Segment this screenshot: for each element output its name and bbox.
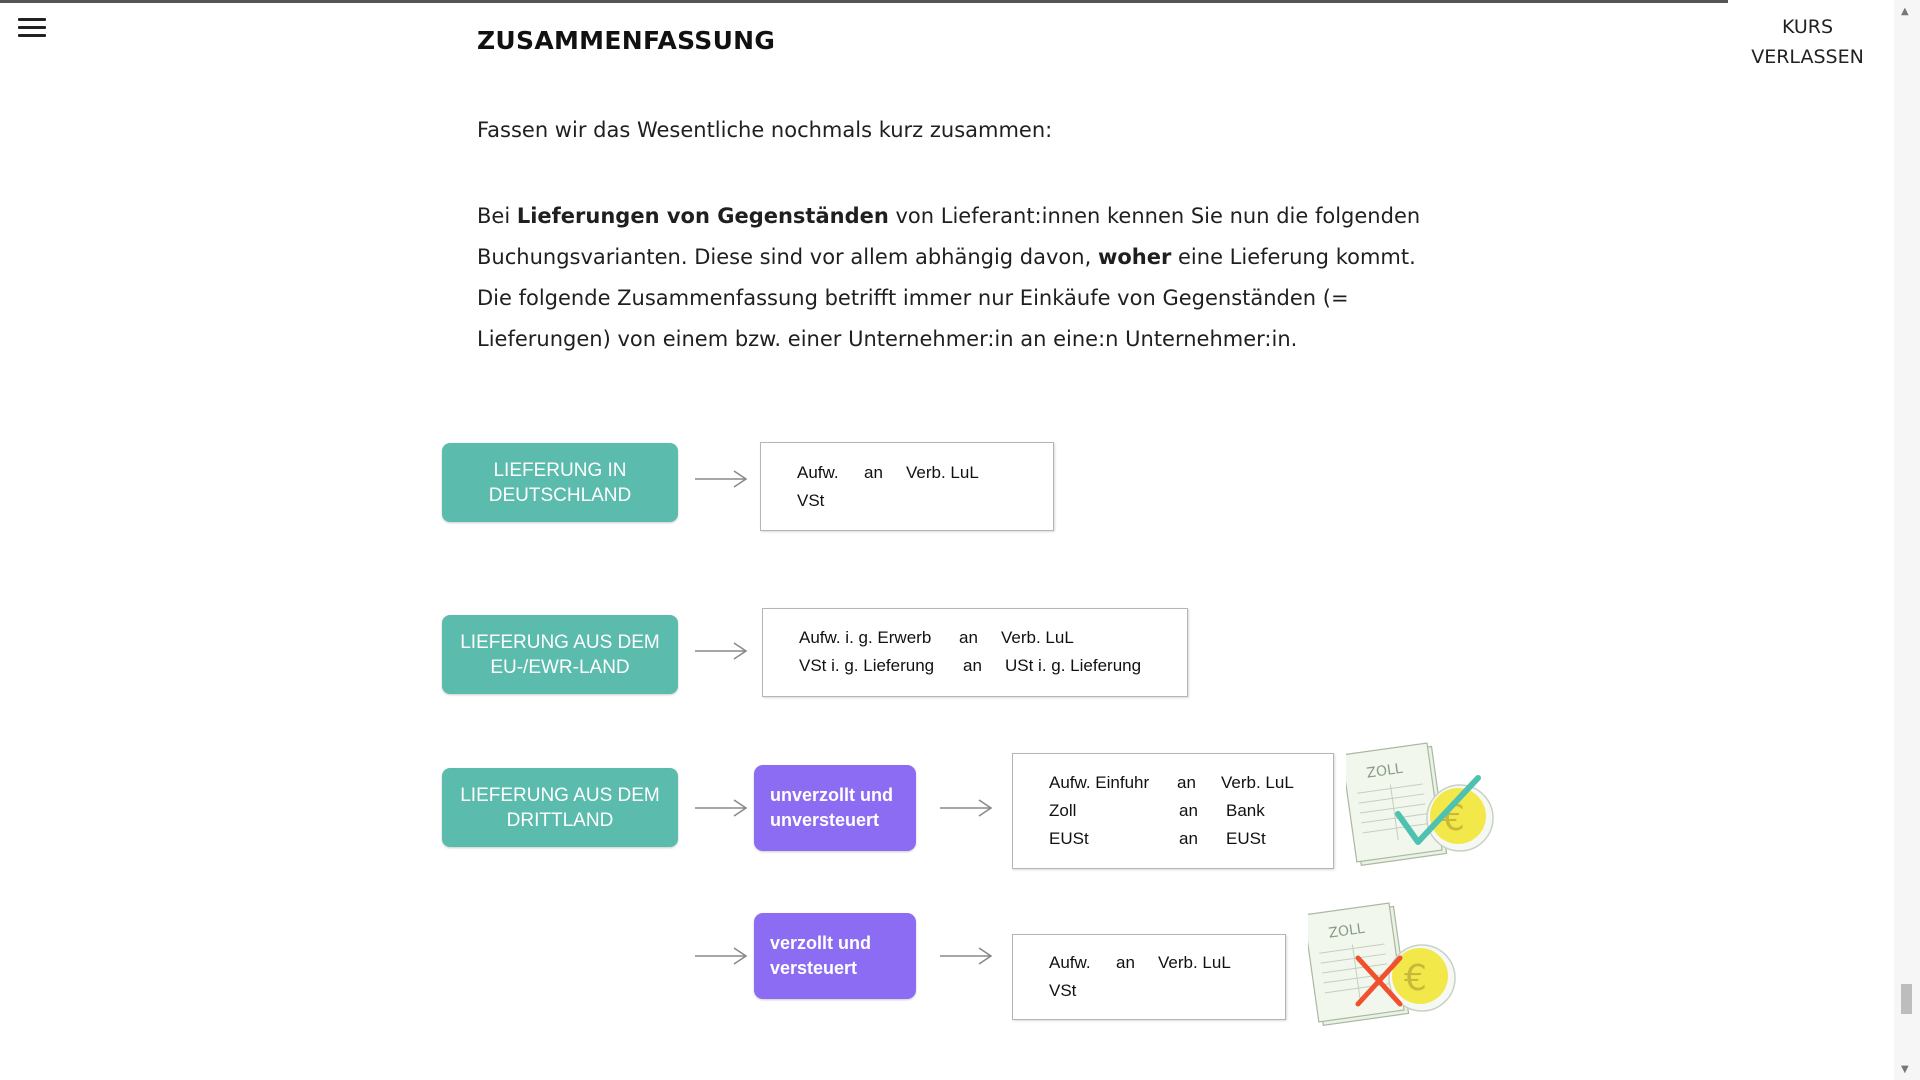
- stamp-text: ZOLL: [1365, 760, 1404, 782]
- hamburger-menu-icon[interactable]: [18, 16, 46, 40]
- entry-debit: Aufw.: [797, 463, 839, 482]
- paragraph-bold-2: woher: [1097, 245, 1172, 269]
- entry-an: an: [959, 628, 978, 647]
- arrow-right-icon: [694, 468, 748, 490]
- entry-an: an: [1179, 829, 1198, 848]
- entry-debit: Aufw. i. g. Erwerb: [799, 628, 932, 647]
- entry-credit: Verb. LuL: [906, 463, 979, 482]
- entry-credit: USt i. g. Lieferung: [1005, 656, 1142, 675]
- entry-an: an: [963, 656, 982, 675]
- entry-debit: Aufw.: [1049, 953, 1091, 972]
- summary-paragraph: [477, 196, 1437, 360]
- case-label-line2: unversteuert: [770, 810, 880, 830]
- coin-currency-text: €: [1404, 958, 1427, 999]
- entry-credit: Bank: [1226, 801, 1265, 820]
- entry-credit: Verb. LuL: [1158, 953, 1231, 972]
- entry-an: an: [1177, 773, 1196, 792]
- customs-document-check-icon: [1346, 740, 1498, 876]
- category-box-eu: [442, 615, 678, 694]
- arrow-right-icon: [939, 945, 993, 967]
- arrow-right-icon: [694, 640, 748, 662]
- stamp-text: ZOLL: [1327, 920, 1366, 942]
- entry-an: an: [1179, 801, 1198, 820]
- entry-debit: EUSt: [1049, 829, 1089, 848]
- exit-course-button[interactable]: [1725, 12, 1890, 72]
- arrow-right-icon: [939, 797, 993, 819]
- coin-currency-text: €: [1442, 798, 1465, 839]
- entry-debit: Zoll: [1049, 801, 1077, 820]
- entry-credit: EUSt: [1226, 829, 1266, 848]
- entry-an: an: [864, 463, 883, 482]
- scroll-up-icon[interactable]: ▲: [1901, 6, 1909, 17]
- exit-course-label-line2: VERLASSEN: [1751, 46, 1864, 68]
- page-heading: ZUSAMMENFASSUNG: [477, 26, 776, 55]
- booking-entry-cleared: [1012, 934, 1286, 1020]
- entry-debit: VSt: [1049, 981, 1077, 1000]
- entry-debit: Aufw. Einfuhr: [1049, 773, 1150, 792]
- case-label-line1: verzollt und: [770, 933, 872, 953]
- case-label-line1: unverzollt und: [770, 785, 893, 805]
- top-border: [0, 0, 1728, 3]
- category-box-third-country: [442, 768, 678, 847]
- arrow-right-icon: [694, 945, 748, 967]
- scroll-down-icon[interactable]: ▼: [1901, 1064, 1909, 1075]
- category-label-line2: DEUTSCHLAND: [488, 484, 632, 506]
- scrollbar[interactable]: [1894, 0, 1920, 1080]
- paragraph-text-3: eine Lieferung kommt. Die folgende Zusammenfassung betrifft immer nur Einkäufe von Gegenständen (= Lieferungen) von einem bzw. einer Unternehmer:in an eine:n Unternehmer:in.: [477, 245, 1416, 351]
- entry-debit: VSt: [797, 491, 825, 510]
- scrollbar-thumb[interactable]: [1901, 984, 1912, 1014]
- case-box-uncleared: [754, 765, 916, 851]
- case-box-cleared: [754, 913, 916, 999]
- booking-entry-eu: [762, 608, 1188, 697]
- booking-entry-uncleared: [1012, 753, 1334, 869]
- entry-an: an: [1116, 953, 1135, 972]
- entry-credit: Verb. LuL: [1221, 773, 1294, 792]
- category-label-line1: LIEFERUNG IN: [493, 459, 627, 481]
- customs-document-cross-icon: [1308, 900, 1460, 1036]
- category-label-line2: DRITTLAND: [506, 809, 614, 831]
- category-label-line2: EU-/EWR-LAND: [490, 656, 630, 678]
- entry-debit: VSt i. g. Lieferung: [799, 656, 935, 675]
- arrow-right-icon: [694, 797, 748, 819]
- intro-text: Fassen wir das Wesentliche nochmals kurz zusammen:: [477, 118, 1053, 142]
- category-label-line1: LIEFERUNG AUS DEM: [460, 784, 660, 806]
- entry-credit: Verb. LuL: [1001, 628, 1074, 647]
- paragraph-text-2: von Lieferant:innen kennen Sie nun die folgenden Buchungsvarianten. Diese sind vor allem abhängig davon,: [477, 204, 1421, 269]
- category-label-line1: LIEFERUNG AUS DEM: [460, 631, 660, 653]
- paragraph-bold-1: Lieferungen von Gegenständen: [516, 204, 889, 228]
- exit-course-label-line1: KURS: [1781, 16, 1834, 38]
- case-label-line2: versteuert: [770, 958, 858, 978]
- category-box-domestic: [442, 443, 678, 522]
- booking-entry-domestic: [760, 442, 1054, 531]
- paragraph-text-1: Bei: [477, 204, 517, 228]
